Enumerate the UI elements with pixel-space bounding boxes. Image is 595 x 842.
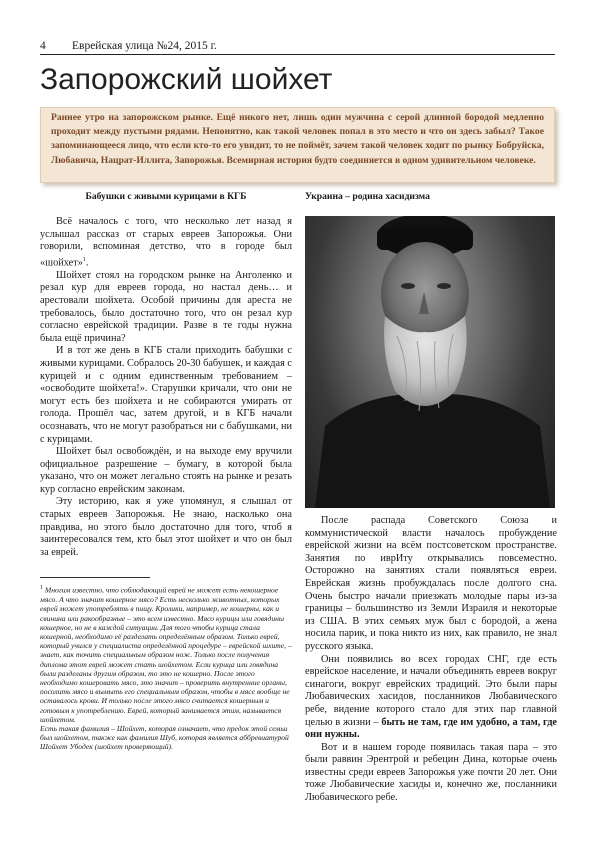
left-paragraph-1: Всё началось с того, что несколько лет назад я услышал рассказ от старых евреев Запорожья. Они говорили, вспоминая детство, что в городе был «шойхет»$^1$.	[40, 216, 292, 269]
footnote-ref: 1	[82, 256, 86, 263]
lead-paragraph: Раннее утро на запорожском рынке. Ещё никого нет, лишь один мужчина с серой длинной бородой медленно проходит между пустыми рядами. Непонятно, как такой человек попал в это место и что он здесь забыл? Такое запоминающееся лицо, что если кто-то его увидит, то не поймёт, зачем такой человек ходит по рынку Бобруйска, Любавича, Нацрат-Иллита, Запорожья. Всемирная история будто соединяется в одном удивительном человеке.	[40, 107, 555, 183]
emphasis-phrase: быть не там, где им удобно, а там, где они нужны.	[305, 716, 557, 741]
footnote-divider	[40, 577, 150, 578]
page-number: 4	[40, 40, 46, 52]
right-paragraph-2: Они появились во всех городах СНГ, где есть еврейское население, и начали объединять евреев вокруг синагоги, вокруг еврейских традиций. Это были пары Любавических хасидов, посланников Любавического ребе, видение которого стало для этих пар главной целью в жизни – быть не там, где им удобно, а там, где они нужны.	[305, 653, 557, 741]
page-header	[40, 38, 555, 55]
left-paragraph-4: Шойхет был освобождён, и на выходе ему вручили официальное разрешение – бумагу, в которой была указано, что он может легально стоять на рынке и резать кур согласно еврейским законам.	[40, 446, 292, 495]
right-subheading: Украина – родина хасидизма	[305, 191, 430, 202]
right-paragraph-1: После распада Советского Союза и коммунистической власти началось пробуждение еврейской жизни на всём постсоветском пространстве. Занятия по иврИту открывались повсеместно. Осторожно на занятиях стали появляться евреи. Еврейская жизнь пробуждалась после долгого сна. Очень быстро начали приезжать молодые пары из-за границы – большинство из Земли Израиля и некоторые из США. В этих семьях муж был с бородой, а жена носила парик, и пока никто из них, как правило, не знал русского языка.	[305, 515, 557, 652]
left-paragraph-3: И в тот же день в КГБ стали приходить бабушки с живыми курицами. Собралось 20-30 бабушек, и каждая с курицей и с одним единственным требованием – «освободите шойхета!». Старушки кричали, что они не могут есть без шойхета и не собираются умирать от голода. Прошёл час, затем другой, и в КГБ начали осознавать, что не могут разобраться ни с бабушками, ни с курицами.	[40, 345, 292, 445]
article-title: Запорожский шойхет	[40, 63, 333, 96]
left-paragraph-2: Шойхет стоял на городском рынке на Анголенко и резал кур для евреев города, но настал день… и арестовали шойхета. Особой причины для ареста не требовалось, было достаточно того, что он резал кур согласно еврейской традиции. Разве в те годы нужна была ещё причина?	[40, 269, 292, 344]
left-body	[40, 216, 292, 559]
right-body	[305, 515, 557, 805]
footnote-1: $^1$ Многим известно, что соблюдающий еврей не может есть некошерное мясо. А что значит кошерное мясо? Есть несколько животных, которых еврей может употреблять в пищу. Кролики, например, не кошерны, как и свинина или ракообразные – это всем известно. Мясо курицы или говядины кошерное, но не в каждой ситуации. Для того чтобы курица стала кошерной, необходимо её разделать определённым образом. Только еврей, который учился у специалиста определённой процедуре – еврейской шхите, – знает, как точить специальным образом нож. Только после получения диплома этот еврей может стать шойхетом. Если курица или говядина были разделаны другим образом, то это не кошерно. После этого необходимо кошеровать мясо, это значит – проверить внутренние органы, посолить мясо и вымыть его специальным образом, чтобы в мясе вообще не оставалось крови. И только после этого мясо считается кошерным и готовым к употреблению. Еврей, который занимается этим, называется шойхетом.	[40, 585, 292, 724]
footnote-2: Есть такая фамилия – Шойхет, которая означает, что предок этой семьи был шойхетом, также как фамилия Шуб, которая является аббревиатурой Шойхет Убодек (шойхет проверяющий).	[40, 724, 289, 752]
right-column	[305, 190, 557, 805]
issue-title: Еврейская улица №24, 2015 г.	[72, 40, 217, 52]
left-paragraph-5: Эту историю, как я уже упомянул, я слышал от старых евреев Запорожья. Не знаю, насколько она правдива, но этого было достаточно для того, чтоб я заинтересовался тем, кто был этот шойхет и что он был за еврей.	[40, 496, 292, 558]
portrait-illustration	[305, 216, 555, 508]
footnotes	[40, 584, 292, 751]
left-column	[40, 190, 292, 752]
left-subheading: Бабушки с живыми курицами в КГБ	[85, 191, 247, 202]
right-paragraph-3: Вот и в нашем городе появилась такая пара – это были раввин Эрентрой и ребецин Дина, которые очень известны среди евреев Запорожья уже почти 20 лет. Они тоже Любавические хасиды и, конечно же, посланники Любавического ребе.	[305, 741, 557, 804]
portrait-photo	[305, 216, 555, 508]
